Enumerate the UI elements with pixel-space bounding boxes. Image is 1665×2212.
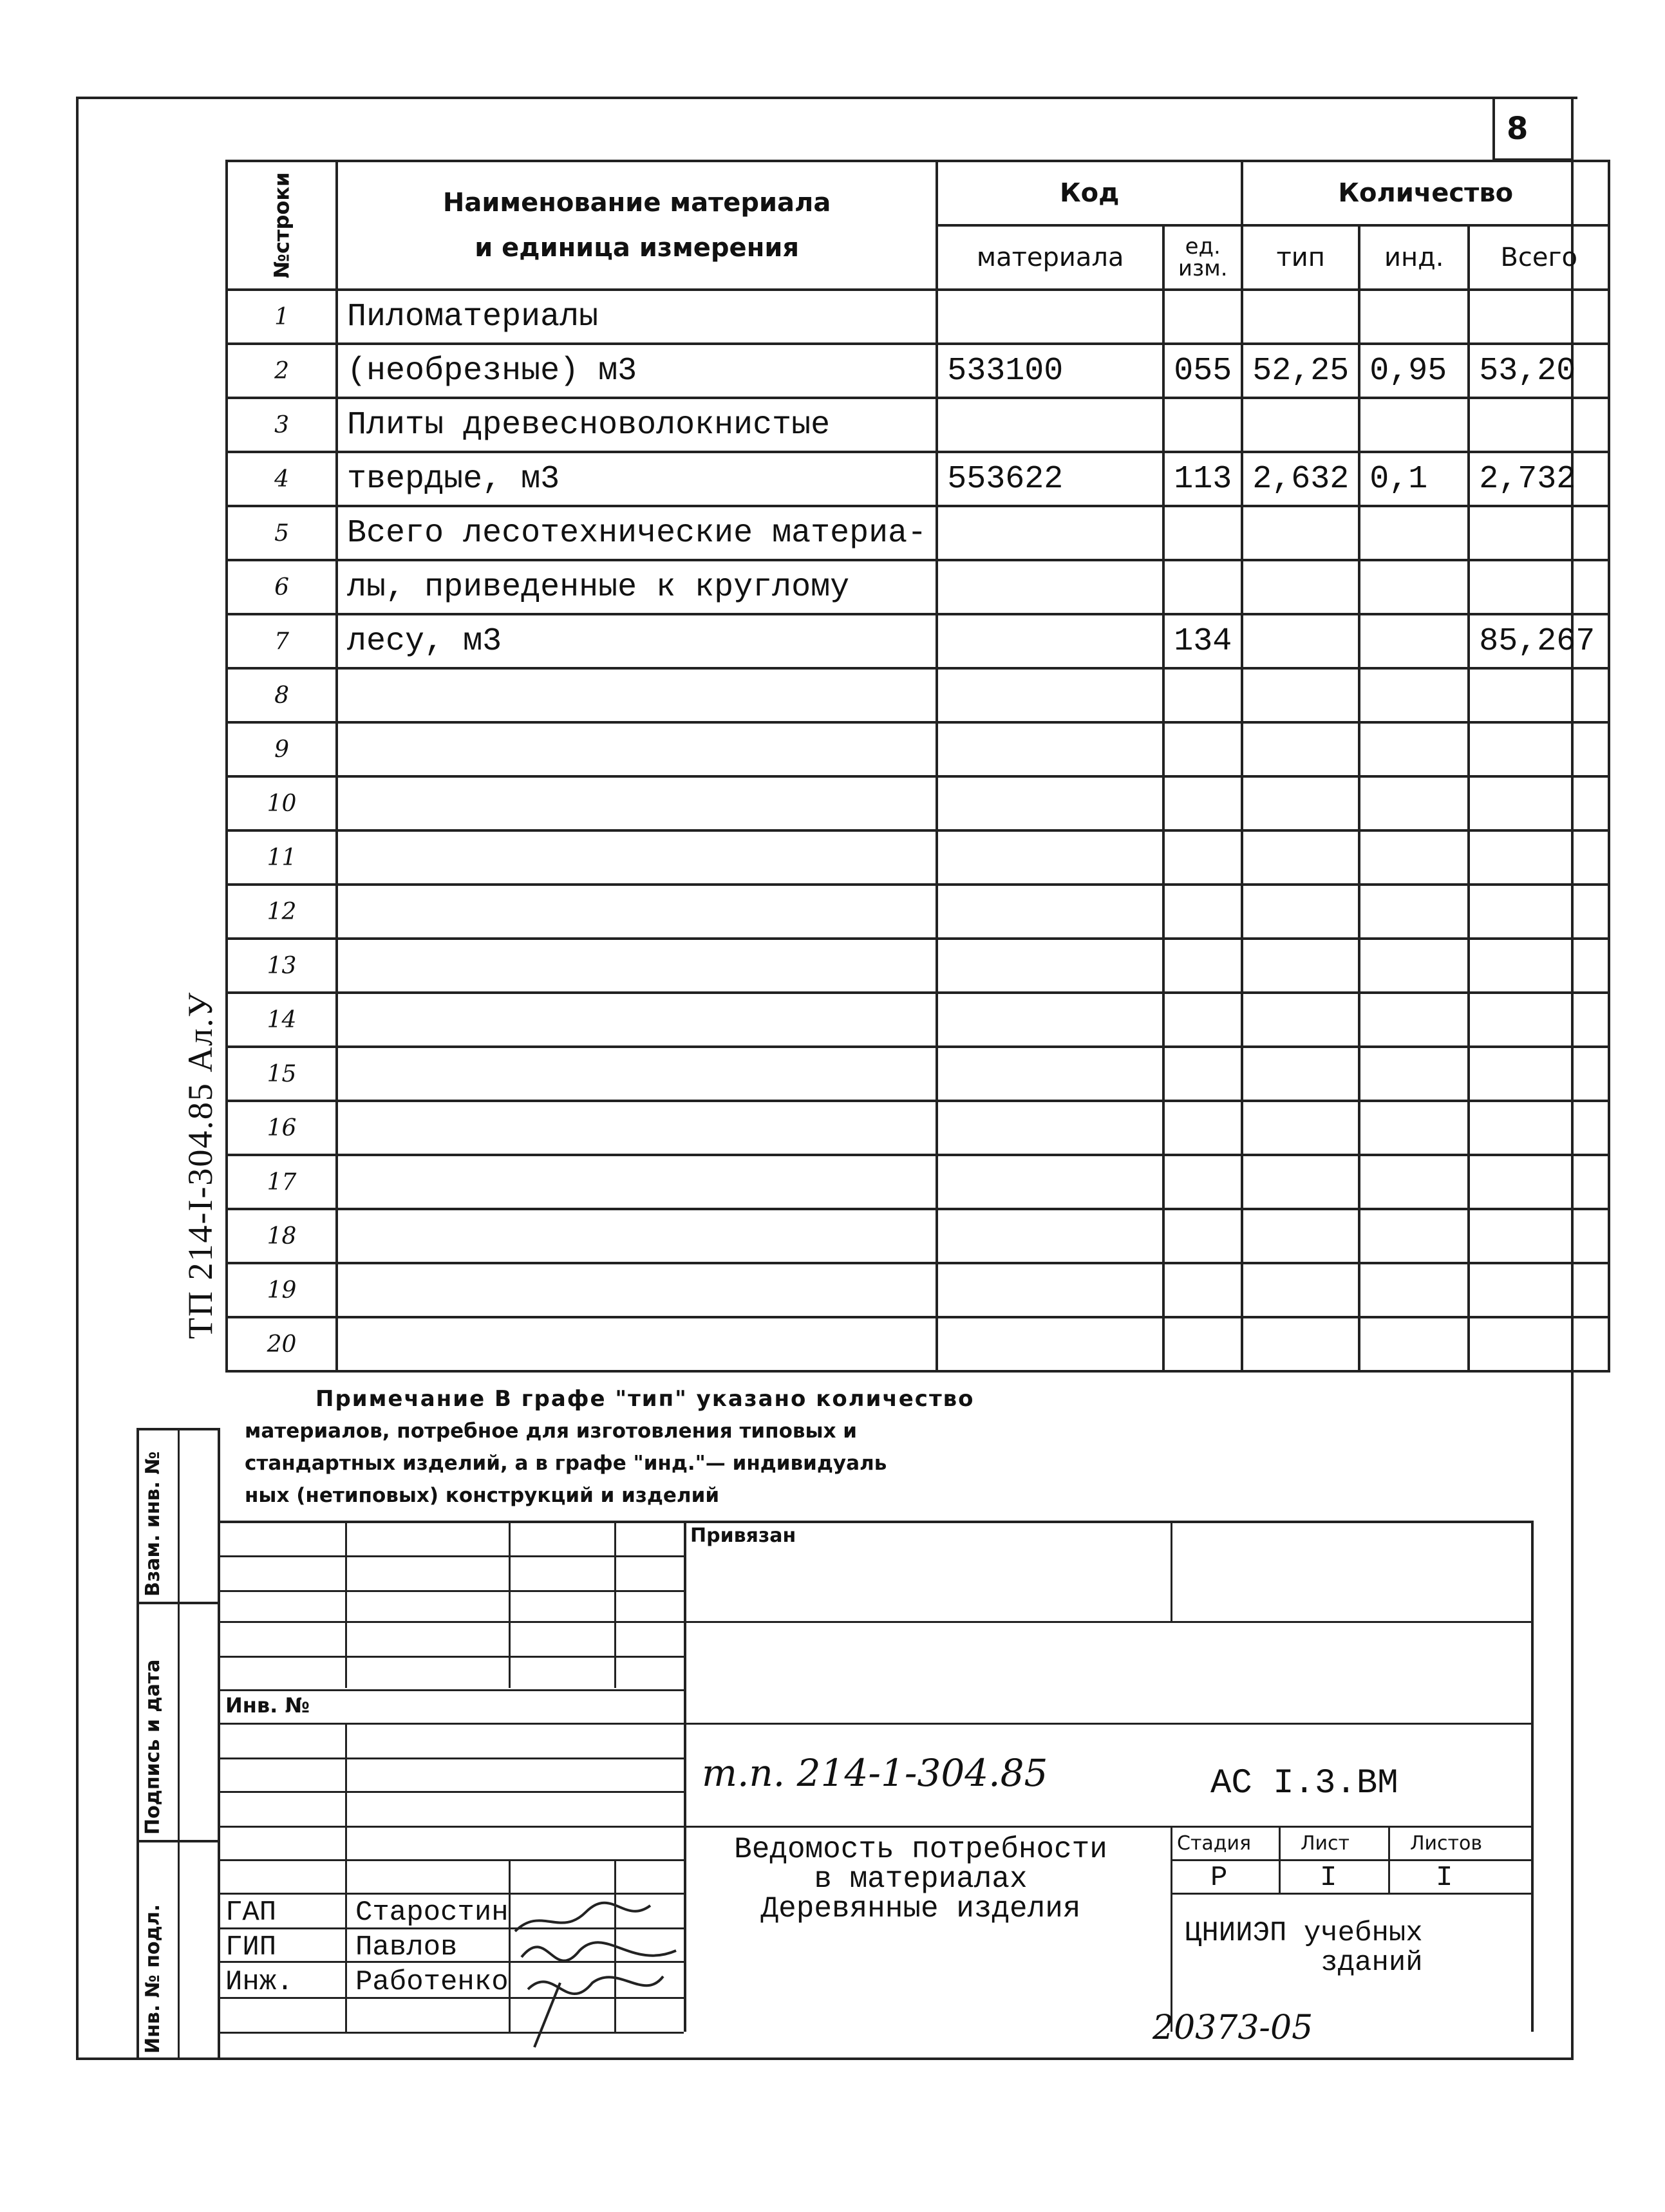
- signature-1: [515, 1903, 650, 1931]
- stamp-v-5: [614, 1521, 616, 1688]
- stamp-h-6: [220, 1723, 1534, 1725]
- row-ind: [1359, 1155, 1469, 1209]
- row-total: 2,732: [1469, 452, 1609, 506]
- row-ind: [1359, 885, 1469, 939]
- label-inv-podl: Инв. № подл.: [142, 1904, 164, 2054]
- table-row: [227, 668, 1609, 722]
- row-ind: [1359, 939, 1469, 993]
- row-number: 4: [227, 452, 337, 506]
- row-unit: 113: [1163, 452, 1242, 506]
- row-ind: [1359, 1047, 1469, 1101]
- row-ind: [1359, 614, 1469, 668]
- row-code: 533100: [937, 344, 1163, 398]
- row-name: Пиломатериалы: [337, 290, 937, 344]
- note-line-1: Примечание В графе "тип" указано количество: [315, 1386, 975, 1412]
- row-code: [937, 398, 1163, 452]
- stamp-h-3: [220, 1621, 1534, 1623]
- row-total: 85,267: [1469, 614, 1609, 668]
- privyazan-label: Привязан: [690, 1524, 796, 1547]
- note-line-2: материалов, потребное для изготовления типовых и: [245, 1420, 858, 1443]
- row-unit: [1163, 560, 1242, 614]
- row-name: [337, 1317, 937, 1371]
- row-unit: [1163, 1101, 1242, 1155]
- row-ind: [1359, 506, 1469, 560]
- header-qty-ind: инд.: [1359, 225, 1469, 290]
- stamp-v-2: [345, 1723, 347, 2032]
- row-unit: [1163, 722, 1242, 776]
- row-unit: [1163, 1209, 1242, 1263]
- row-ind: [1359, 830, 1469, 885]
- row-total: [1469, 993, 1609, 1047]
- row-total: [1469, 1263, 1609, 1317]
- stage-h-1: [1171, 1859, 1532, 1861]
- row-number: 12: [227, 885, 337, 939]
- stage-value: Р: [1210, 1862, 1228, 1894]
- sheet-value: I: [1320, 1862, 1337, 1894]
- row-type: [1242, 1317, 1359, 1371]
- row-total: [1469, 722, 1609, 776]
- row-name: [337, 1263, 937, 1317]
- organization-line-2: зданий: [1321, 1947, 1423, 1979]
- inv-no-label: Инв. №: [225, 1693, 310, 1718]
- label-vzam: Взам. инв. №: [142, 1451, 164, 1597]
- row-ind: [1359, 1317, 1469, 1371]
- row-total: [1469, 1047, 1609, 1101]
- row-ind: [1359, 398, 1469, 452]
- row-type: 2,632: [1242, 452, 1359, 506]
- row-unit: [1163, 776, 1242, 830]
- stage-label: Стадия: [1177, 1832, 1252, 1855]
- note: [245, 1383, 1404, 1512]
- row-total: [1469, 506, 1609, 560]
- side-doc-code: ТП 214-I-304.85 Ал.У: [181, 991, 220, 1339]
- note-line-4: ных (нетиповых) конструкций и изделий: [245, 1484, 720, 1507]
- row-type: 52,25: [1242, 344, 1359, 398]
- row-type: [1242, 939, 1359, 993]
- stamp-v-1: [345, 1521, 347, 1688]
- row-type: [1242, 290, 1359, 344]
- row-name: [337, 1209, 937, 1263]
- table-row: [227, 993, 1609, 1047]
- row-number: 3: [227, 398, 337, 452]
- table-row: [227, 1047, 1609, 1101]
- stamp-top: [220, 1521, 1534, 1523]
- row-code: [937, 1263, 1163, 1317]
- sheets-value: I: [1436, 1862, 1453, 1894]
- doc-code: АС I.3.ВМ: [1210, 1764, 1398, 1803]
- row-unit: [1163, 1317, 1242, 1371]
- sheet-label: Лист: [1301, 1832, 1350, 1855]
- row-type: [1242, 614, 1359, 668]
- row-type: [1242, 560, 1359, 614]
- frame-top: [77, 97, 1577, 99]
- row-unit: [1163, 1047, 1242, 1101]
- row-type: [1242, 1155, 1359, 1209]
- header-name: Наименование материала и единица измерения: [337, 161, 937, 290]
- table-row: [227, 1263, 1609, 1317]
- stamp-h-9: [220, 1826, 1534, 1828]
- header-quantity: Количество: [1242, 161, 1609, 225]
- row-total: [1469, 668, 1609, 722]
- row-code: [937, 993, 1163, 1047]
- table-body: [227, 290, 1609, 1371]
- row-number: 13: [227, 939, 337, 993]
- table-row: [227, 1155, 1609, 1209]
- row-ind: [1359, 1101, 1469, 1155]
- table-row: [227, 722, 1609, 776]
- stamp-v-right-top: [1171, 1521, 1172, 1621]
- row-type: [1242, 506, 1359, 560]
- row-type: [1242, 830, 1359, 885]
- table-row: [227, 398, 1609, 452]
- row-code: [937, 560, 1163, 614]
- row-name: твердые, м3: [337, 452, 937, 506]
- row-total: [1469, 290, 1609, 344]
- doc-title: [695, 1835, 1146, 1924]
- row-total: [1469, 776, 1609, 830]
- stage-v-1: [1279, 1826, 1281, 1893]
- table-row: [227, 290, 1609, 344]
- row-unit: [1163, 885, 1242, 939]
- row-code: [937, 776, 1163, 830]
- row-unit: [1163, 668, 1242, 722]
- row-type: [1242, 722, 1359, 776]
- row-type: [1242, 1047, 1359, 1101]
- row-code: [937, 506, 1163, 560]
- stamp-right: [1531, 1521, 1534, 2032]
- organization: [1185, 1918, 1423, 1978]
- row-unit: [1163, 939, 1242, 993]
- row-unit: [1163, 506, 1242, 560]
- role-gap: ГАП: [225, 1897, 277, 1929]
- header-code: Код: [937, 161, 1242, 225]
- row-ind: [1359, 668, 1469, 722]
- row-total: [1469, 560, 1609, 614]
- row-code: [937, 668, 1163, 722]
- row-name: [337, 830, 937, 885]
- table-row: [227, 344, 1609, 398]
- row-unit: 055: [1163, 344, 1242, 398]
- row-name: лы, приведенные к круглому: [337, 560, 937, 614]
- row-ind: [1359, 776, 1469, 830]
- row-total: [1469, 398, 1609, 452]
- row-code: 553622: [937, 452, 1163, 506]
- row-code: [937, 939, 1163, 993]
- row-name: [337, 939, 937, 993]
- row-code: [937, 1047, 1163, 1101]
- row-number: 8: [227, 668, 337, 722]
- row-number: 5: [227, 506, 337, 560]
- row-total: [1469, 1101, 1609, 1155]
- label-podpis: Подпись и дата: [142, 1659, 164, 1835]
- row-unit: [1163, 830, 1242, 885]
- row-code: [937, 1101, 1163, 1155]
- left-strip-inner: [178, 1428, 180, 2057]
- name-eng: Работенко: [355, 1966, 509, 1998]
- row-ind: [1359, 1209, 1469, 1263]
- row-unit: [1163, 290, 1242, 344]
- row-type: [1242, 668, 1359, 722]
- header-qty-total: Всего: [1469, 225, 1609, 290]
- row-number: 14: [227, 993, 337, 1047]
- row-total: [1469, 830, 1609, 885]
- row-code: [937, 1209, 1163, 1263]
- table-row: [227, 830, 1609, 885]
- row-unit: [1163, 1263, 1242, 1317]
- row-unit: 134: [1163, 614, 1242, 668]
- table-row: [227, 939, 1609, 993]
- row-code: [937, 1155, 1163, 1209]
- header-code-unit: ед. изм.: [1163, 225, 1242, 290]
- stamp-v-right-bottom: [1171, 1826, 1172, 2032]
- doc-title-line-1: Ведомость потребности: [734, 1833, 1107, 1866]
- row-name: [337, 722, 937, 776]
- table-row: [227, 885, 1609, 939]
- row-code: [937, 614, 1163, 668]
- row-ind: [1359, 1263, 1469, 1317]
- frame-left: [76, 97, 79, 2060]
- row-type: [1242, 993, 1359, 1047]
- row-ind: [1359, 290, 1469, 344]
- row-number: 11: [227, 830, 337, 885]
- row-total: [1469, 1317, 1609, 1371]
- row-code: [937, 1317, 1163, 1371]
- row-name: Всего лесотехнические материа-: [337, 506, 937, 560]
- row-name: лесу, м3: [337, 614, 937, 668]
- row-ind: 0,1: [1359, 452, 1469, 506]
- page-number-box: [1492, 97, 1571, 161]
- row-name: [337, 776, 937, 830]
- row-code: [937, 885, 1163, 939]
- bottom-number: 20373-05: [1152, 2009, 1313, 2047]
- stamp-h-8: [220, 1791, 684, 1793]
- materials-table: [225, 160, 1610, 1373]
- page-number: 8: [1507, 111, 1529, 147]
- stamp-v-3: [509, 1521, 511, 1688]
- table-row: [227, 776, 1609, 830]
- table-row: [227, 614, 1609, 668]
- row-number: 19: [227, 1263, 337, 1317]
- row-number: 2: [227, 344, 337, 398]
- name-gap: Старостин: [355, 1897, 509, 1929]
- row-number: 1: [227, 290, 337, 344]
- row-code: [937, 830, 1163, 885]
- role-eng: Инж.: [225, 1966, 294, 1998]
- row-type: [1242, 776, 1359, 830]
- row-unit: [1163, 398, 1242, 452]
- header-row-number: №строки: [227, 161, 337, 290]
- header-qty-type: тип: [1242, 225, 1359, 290]
- role-gip: ГИП: [225, 1931, 277, 1964]
- row-number: 6: [227, 560, 337, 614]
- stamp-h-7: [220, 1757, 684, 1759]
- row-number: 7: [227, 614, 337, 668]
- table-row: [227, 1101, 1609, 1155]
- row-ind: 0,95: [1359, 344, 1469, 398]
- organization-line-1: ЦНИИЭП учебных: [1185, 1917, 1423, 1949]
- row-total: [1469, 1155, 1609, 1209]
- row-name: Плиты древесноволокнистые: [337, 398, 937, 452]
- doc-title-line-3: Деревянные изделия: [760, 1892, 1081, 1926]
- row-type: [1242, 885, 1359, 939]
- row-number: 17: [227, 1155, 337, 1209]
- row-name: [337, 668, 937, 722]
- row-type: [1242, 1263, 1359, 1317]
- project-number-handwritten: т.п. 214-1-304.85: [702, 1751, 1048, 1795]
- row-name: [337, 885, 937, 939]
- signature-3: [528, 1976, 663, 2047]
- row-unit: [1163, 993, 1242, 1047]
- sheets-label: Листов: [1410, 1832, 1483, 1855]
- row-number: 9: [227, 722, 337, 776]
- row-number: 20: [227, 1317, 337, 1371]
- row-number: 18: [227, 1209, 337, 1263]
- row-type: [1242, 398, 1359, 452]
- signatures: [502, 1886, 695, 2054]
- row-name: (необрезные) м3: [337, 344, 937, 398]
- row-name: [337, 1101, 937, 1155]
- stage-v-2: [1388, 1826, 1390, 1893]
- row-code: [937, 722, 1163, 776]
- header-code-material: материала: [937, 225, 1163, 290]
- stamp-h-5: [220, 1689, 684, 1691]
- row-number: 16: [227, 1101, 337, 1155]
- row-type: [1242, 1101, 1359, 1155]
- row-ind: [1359, 722, 1469, 776]
- row-ind: [1359, 993, 1469, 1047]
- row-number: 15: [227, 1047, 337, 1101]
- row-unit: [1163, 1155, 1242, 1209]
- table-row: [227, 1209, 1609, 1263]
- table-row: [227, 560, 1609, 614]
- row-name: [337, 1155, 937, 1209]
- name-gip: Павлов: [355, 1931, 458, 1964]
- row-number: 10: [227, 776, 337, 830]
- table-row: [227, 1317, 1609, 1371]
- row-code: [937, 290, 1163, 344]
- row-total: [1469, 885, 1609, 939]
- table-row: [227, 506, 1609, 560]
- row-type: [1242, 1209, 1359, 1263]
- doc-title-line-2: в материалах: [814, 1862, 1028, 1896]
- row-total: 53,20: [1469, 344, 1609, 398]
- signature-2: [522, 1942, 676, 1960]
- table-row: [227, 452, 1609, 506]
- row-ind: [1359, 560, 1469, 614]
- row-total: [1469, 939, 1609, 993]
- row-name: [337, 1047, 937, 1101]
- row-name: [337, 993, 937, 1047]
- row-total: [1469, 1209, 1609, 1263]
- frame-bottom: [76, 2057, 1574, 2060]
- note-line-3: стандартных изделий, а в графе "инд."— индивидуаль: [245, 1452, 887, 1475]
